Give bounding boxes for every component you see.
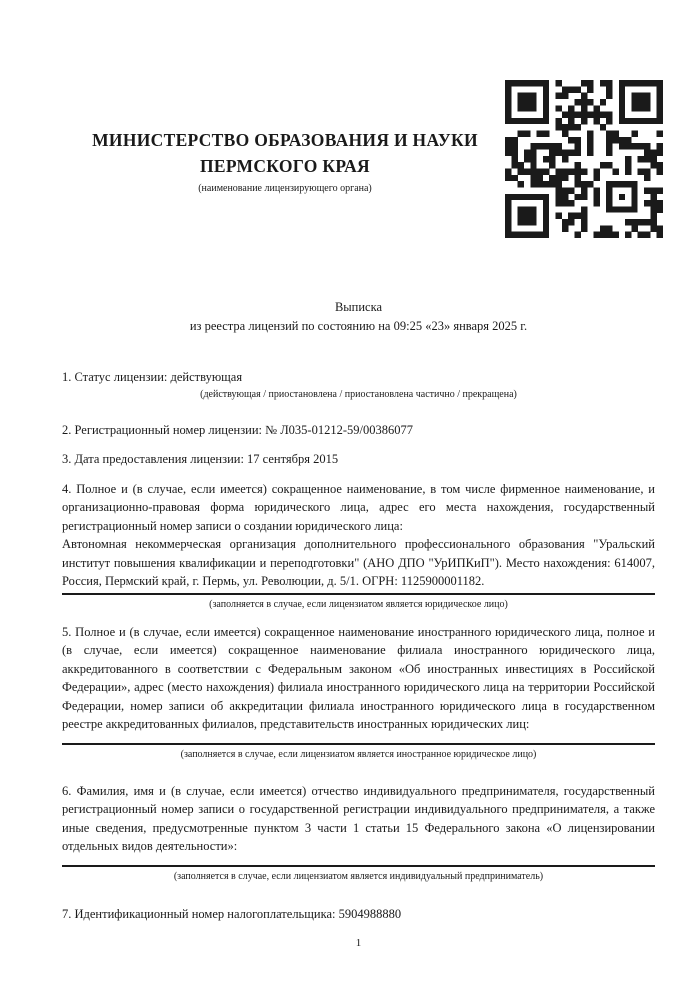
license-status-text: 1. Статус лицензии: действующая xyxy=(62,370,243,384)
item-taxpayer-number xyxy=(62,905,655,924)
legal-entity-value: Автономная некоммерческая организация дополнительного профессионального образования "Уральский институт повышения квалификации и переподготовки" (АНО ДПО "УрИПКиП"). Место нахождения: 614007, Россия, Пермский край, г. Пермь, ул. Революции, д. 5/1. ОГРН: 1125900001182. xyxy=(62,537,655,588)
legal-entity-field-line xyxy=(62,593,655,595)
item-registration-number xyxy=(62,421,655,440)
item-grant-date xyxy=(62,450,655,469)
legal-entity-statement: 4. Полное и (в случае, если имеется) сокращенное наименование, в том числе фирменное наименование, и организационно-правовая форма юридического лица, адрес его места нахождения, государственный регистрационный номер записи о создании юридического лица: xyxy=(62,481,655,533)
entrepreneur-caption: (заполняется в случае, если лицензиатом является индивидуальный предприниматель) xyxy=(173,870,544,882)
foreign-entity-caption: (заполняется в случае, если лицензиатом является иностранное юридическое лицо) xyxy=(180,748,537,760)
entrepreneur-statement: 6. Фамилия, имя и (в случае, если имеется) отчество индивидуального предпринимателя, государственный регистрационный номер записи о государственной регистрации индивидуального предпринимателя, а также иные сведения, предусмотренные пунктом 3 части 1 статьи 15 Федерального закона «О лицензировании отдельных видов деятельности»: xyxy=(62,783,655,853)
item-license-status xyxy=(62,368,655,402)
item-legal-entity xyxy=(62,480,655,612)
item-entrepreneur xyxy=(62,782,655,884)
authority-name-line1: МИНИСТЕРСТВО ОБРАЗОВАНИЯ И НАУКИ xyxy=(92,130,478,150)
document-content xyxy=(62,0,655,951)
grant-date-text: 3. Дата предоставления лицензии: 17 сентября 2015 xyxy=(62,452,339,466)
legal-entity-caption: (заполняется в случае, если лицензиатом является юридическое лицо) xyxy=(209,598,508,610)
document-title xyxy=(62,298,655,335)
item-foreign-entity xyxy=(62,623,655,762)
document-title-line2: из реестра лицензий по состоянию на 09:25 «23» января 2025 г. xyxy=(189,318,528,333)
document-title-line1: Выписка xyxy=(334,300,383,314)
licensing-authority-header xyxy=(62,127,508,195)
registration-number-text: 2. Регистрационный номер лицензии: № Л035-01212-59/00386077 xyxy=(62,422,413,437)
foreign-entity-field-line xyxy=(62,743,655,745)
taxpayer-number-text: 7. Идентификационный номер налогоплательщика: 5904988880 xyxy=(62,906,402,921)
foreign-entity-statement: 5. Полное и (в случае, если имеется) сокращенное наименование иностранного юридического лица, полное и (в случае, если имеется) сокращенное наименование филиала иностранного юридического лица, аккредитованного в соответствии с Федеральным законом «Об иностранных инвестициях в Российской Федерации», адрес (место нахождения) филиала иностранного юридического лица на территории Российской Федерации, номер записи об аккредитации филиала иностранного юридического лица в государственном реестре аккредитованных филиалов, представительств иностранных юридических лиц: xyxy=(62,624,655,731)
authority-name-line2: ПЕРМСКОГО КРАЯ xyxy=(200,156,370,176)
authority-name-caption: (наименование лицензирующего органа) xyxy=(198,183,372,194)
license-status-caption: (действующая / приостановлена / приостановлена частично / прекращена) xyxy=(200,388,517,400)
entrepreneur-field-line xyxy=(62,865,655,867)
page-number: 1 xyxy=(355,937,362,949)
